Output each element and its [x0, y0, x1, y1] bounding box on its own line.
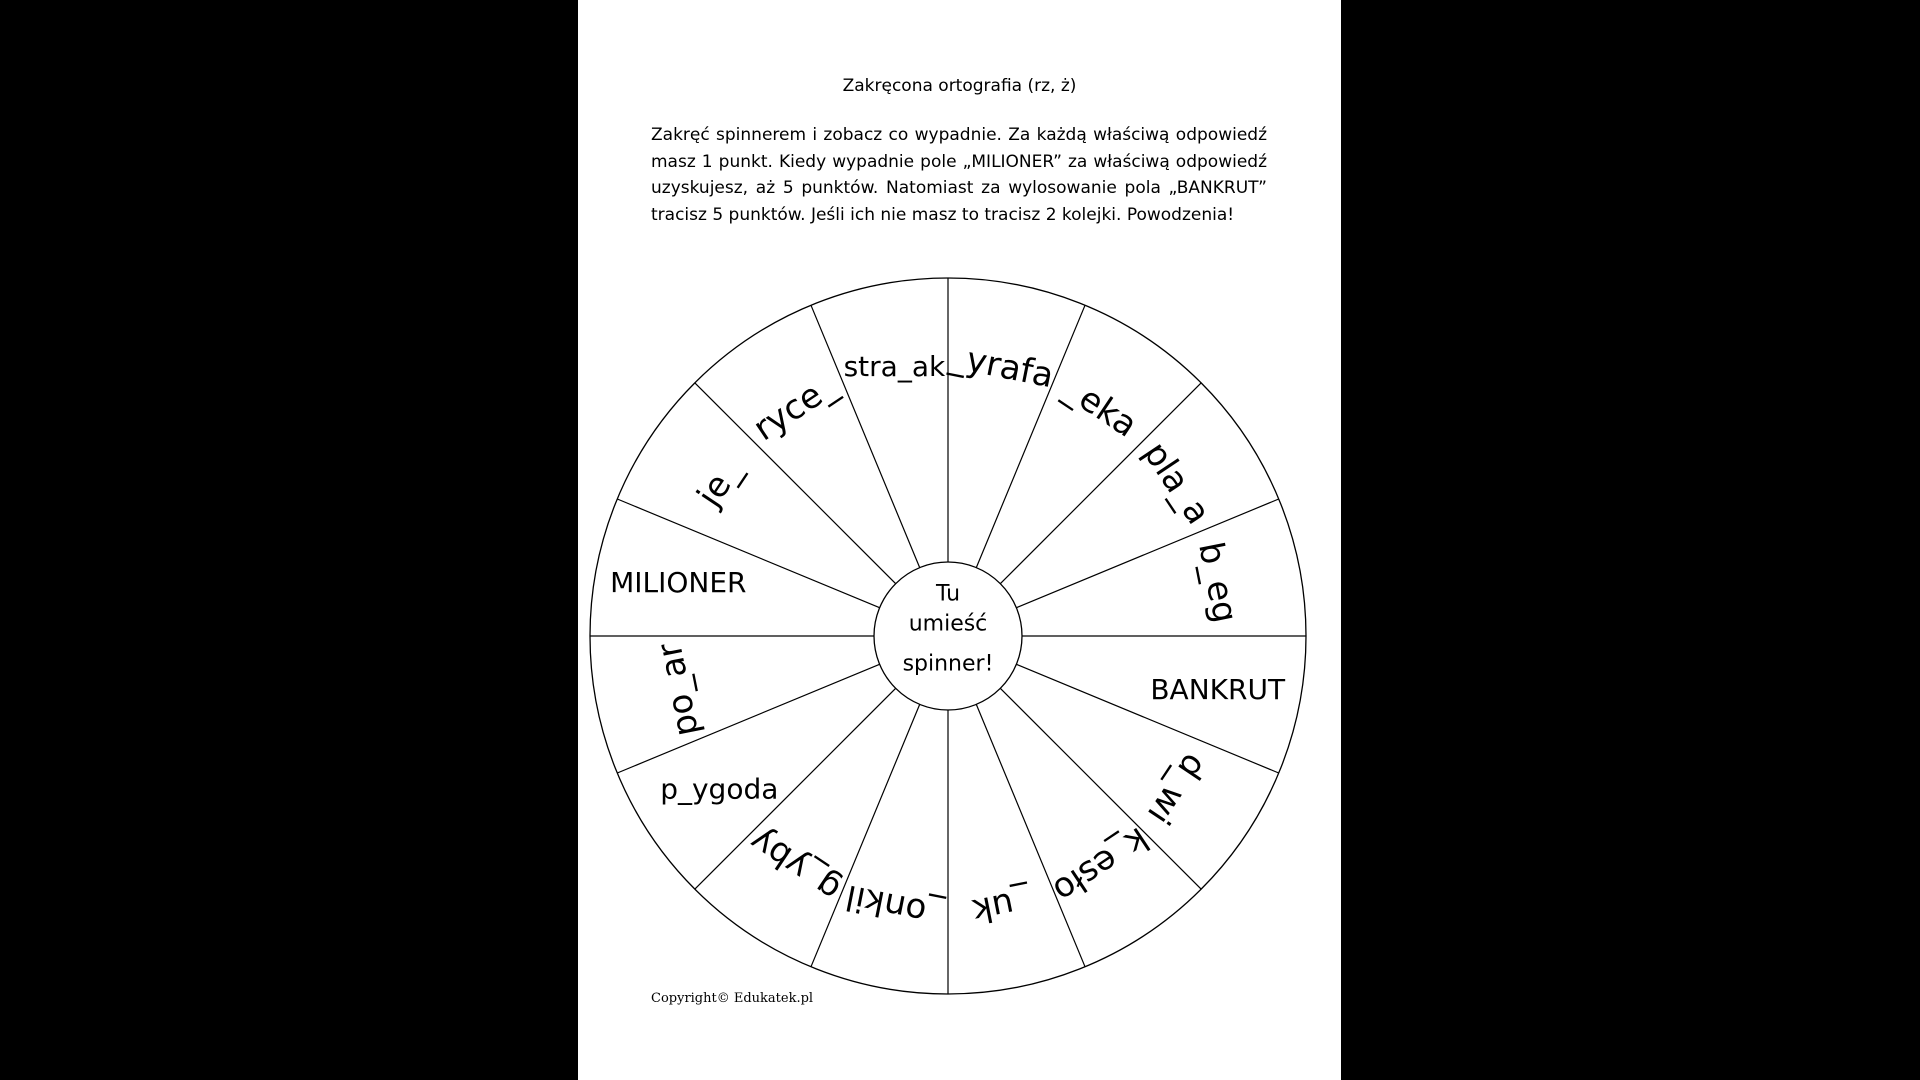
wheel-segment-label: po_ar	[649, 639, 708, 740]
wheel-segment-label: BANKRUT	[1150, 673, 1286, 707]
wheel-segment-label: MILIONER	[610, 565, 747, 599]
wheel-segment-label: je_	[689, 452, 750, 515]
wheel-segment-label: _eka	[1057, 369, 1145, 446]
wheel-divider	[811, 305, 920, 567]
wheel-segment-label: _yrafa	[946, 336, 1057, 397]
spinner-wheel	[578, 0, 1341, 1080]
page-title: Zakręcona ortografia (rz, ż)	[842, 76, 1077, 96]
wheel-segment-label: pla_a	[1135, 434, 1219, 532]
instructions-paragraph: Zakręć spinnerem i zobacz co wypadnie. Za każdą właściwą odpowiedź masz 1 punkt. Kiedy wypadnie pole „MILIONER” za właściwą odpowiedź uzyskujesz, aż 5 punktów. Natomiast za wylosowanie pola „BANKRUT” tracisz 5 punktów. Jeśli ich nie masz to tracisz 2 kolejki. Powodzenia!	[651, 125, 1267, 225]
wheel-segment-label: p_ygoda	[660, 772, 779, 806]
wheel-segment-label: stra_ak	[843, 349, 946, 383]
wheel-segment-label: b_eg	[1190, 538, 1246, 627]
wheel-segment-label: k_esło	[1045, 818, 1156, 911]
wheel-segment-label: _uk	[969, 880, 1035, 931]
wheel-segment-label: d_wi	[1138, 746, 1215, 832]
copyright-text: Copyright© Edukatek.pl	[651, 991, 814, 1006]
center-line-1: Tu	[935, 581, 961, 607]
wheel-segment-label: g_yby	[742, 820, 849, 910]
document-page	[578, 0, 1341, 1080]
wheel-segment-label: _onkil	[842, 876, 947, 935]
wheel-segment-label: ryce_	[746, 365, 845, 450]
center-line-2: umieść	[908, 611, 988, 637]
center-line-3: spinner!	[902, 651, 994, 677]
